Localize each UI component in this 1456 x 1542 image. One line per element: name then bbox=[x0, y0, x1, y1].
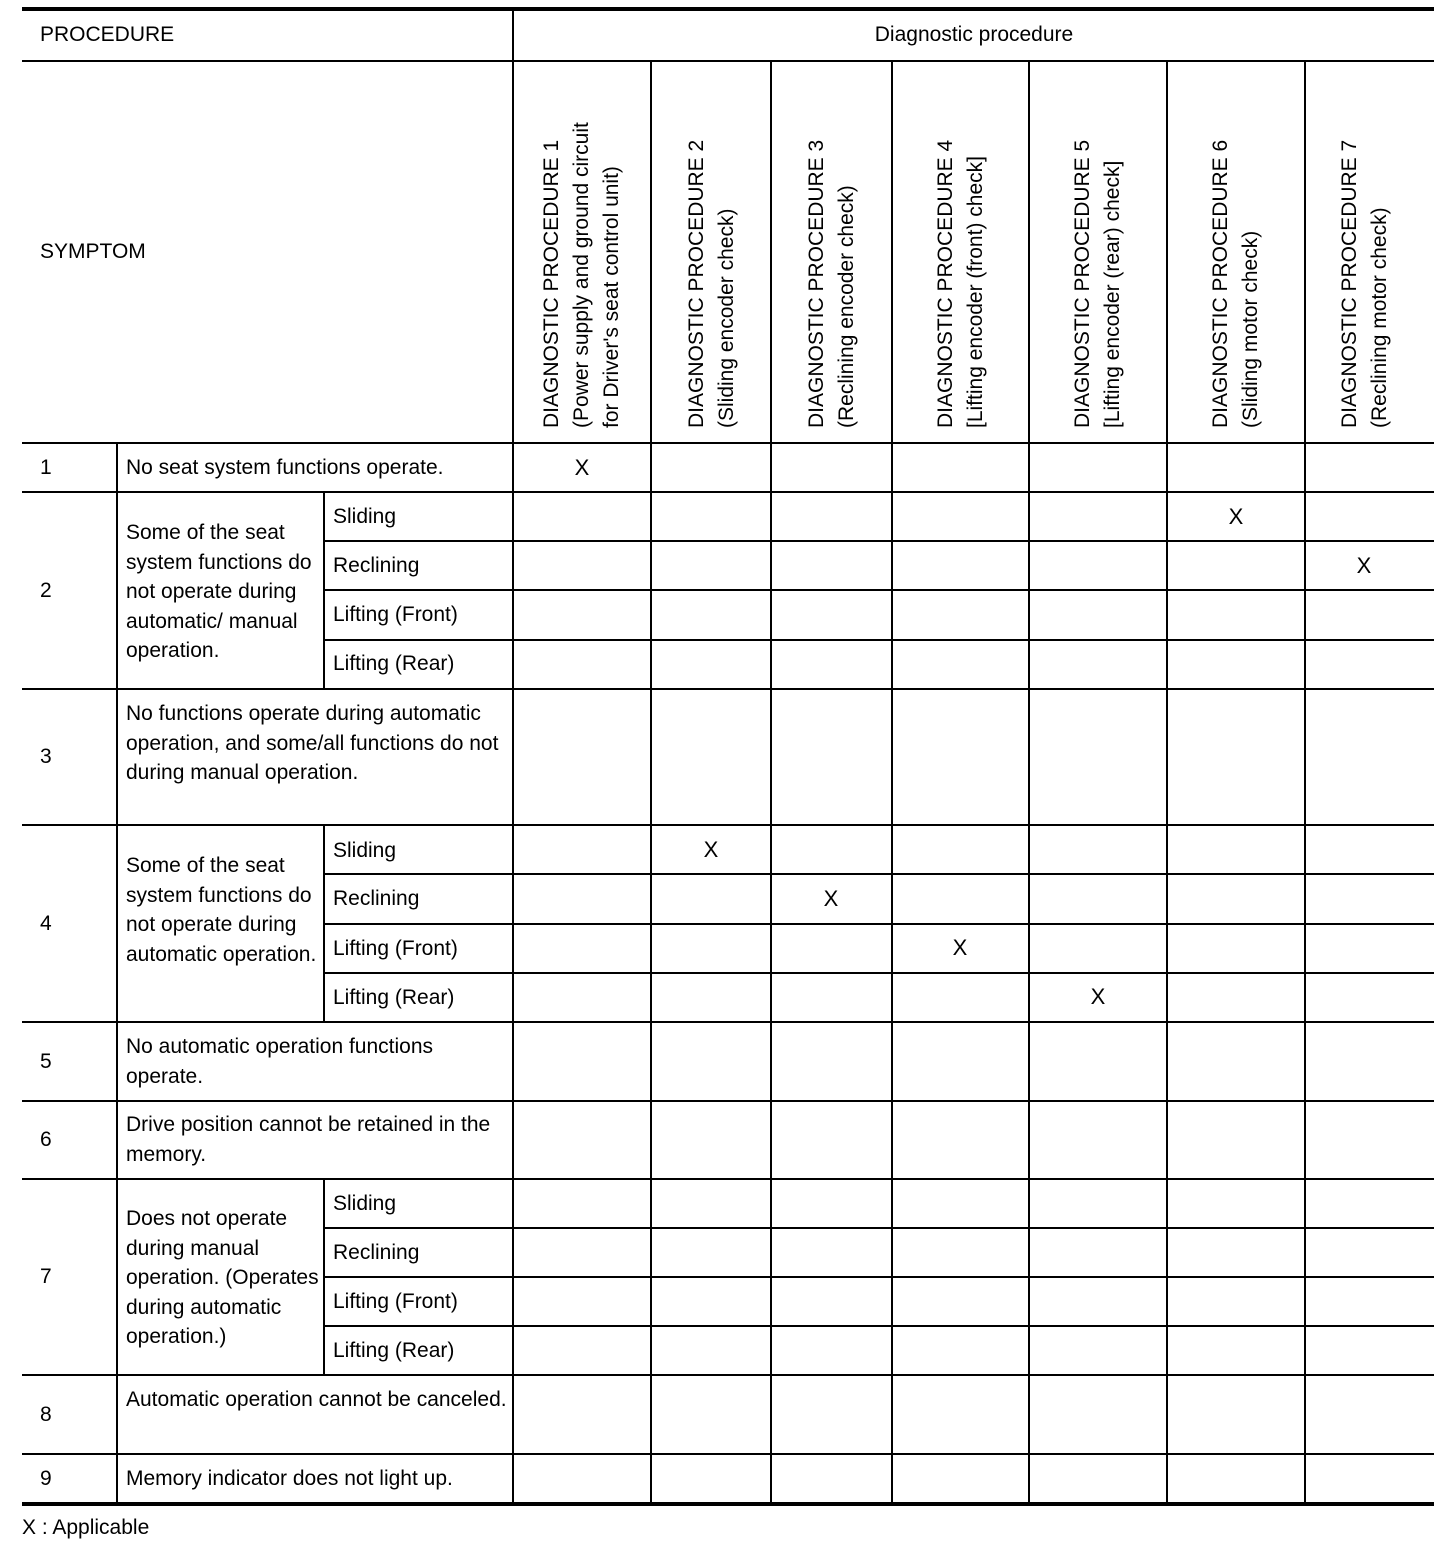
row-number: 9 bbox=[40, 1467, 52, 1490]
row-number: 8 bbox=[40, 1403, 52, 1426]
sub-symptom-lifting-rear: Lifting (Rear) bbox=[333, 652, 455, 675]
sub-symptom-lifting-front: Lifting (Front) bbox=[333, 603, 458, 626]
grid-line bbox=[1304, 61, 1306, 1504]
table-bottom-border bbox=[22, 1502, 1434, 1506]
grid-line bbox=[22, 60, 1434, 62]
grid-line bbox=[324, 1276, 1434, 1278]
symptom-text: No functions operate during automatic operation, and some/all functions do not during manual operation. bbox=[126, 702, 499, 784]
grid-line bbox=[323, 825, 325, 1022]
grid-line bbox=[22, 1021, 1434, 1023]
sub-symptom-sliding: Sliding bbox=[333, 1192, 397, 1215]
sub-symptom-lifting-rear: Lifting (Rear) bbox=[333, 1339, 455, 1362]
symptom-text: Automatic operation cannot be canceled. bbox=[126, 1388, 507, 1411]
grid-line bbox=[324, 639, 1434, 641]
grid-line bbox=[22, 688, 1434, 690]
symptom-text: Drive position cannot be retained in the memory. bbox=[126, 1113, 491, 1166]
grid-line bbox=[1166, 61, 1168, 1504]
row-number: 5 bbox=[40, 1050, 52, 1073]
grid-line bbox=[323, 492, 325, 689]
grid-line bbox=[22, 1374, 1434, 1376]
grid-line bbox=[22, 824, 1434, 826]
grid-line bbox=[22, 1453, 1434, 1455]
table-top-border bbox=[22, 7, 1434, 11]
sub-symptom-reclining: Reclining bbox=[333, 1241, 420, 1264]
row-number: 2 bbox=[40, 579, 52, 602]
grid-line bbox=[324, 923, 1434, 925]
grid-line bbox=[324, 589, 1434, 591]
grid-line bbox=[512, 9, 514, 1504]
diagnostic-procedure-header: Diagnostic procedure bbox=[874, 23, 1074, 46]
grid-line bbox=[323, 1179, 325, 1375]
diagnosis-chart-table: PROCEDURE Diagnostic procedure SYMPTOM DIAGNOSTIC PROCEDURE 1 (Power supply and ground circuit for Driver's seat control unit) DIAGNOSTIC PROCEDURE 2 (Sliding encoder check) DIAGNOSTIC PROCEDURE 3 (Reclining encoder check) DIAGNOSTIC PROCEDURE 4 [Lifting encoder (front) check] DIAGNOSTIC PROCEDURE 5 [Lifting encoder (rear) check] DIAGNOSTIC PROCEDURE 6 (Sliding motor check) DIAGNOSTIC PROCEDURE 7 (Reclining motor check) 1 2 3 4 5 6 7 8 9 No seat system functions operate. Some of the seat system functions do not operate during automatic/ manual operation. No functions operate during automatic operation, and some/all functions do not during manual operation. Some of the seat system functions do not operate during automatic operation. No automatic operation functions operate. Drive position cannot be retained in the memory. Does not operate during manual operation. (Operates during automatic operation.) Automatic operation cannot be canceled. Memory indicator does not light up. Sliding Reclining Lifting (Front) Lifting (Rear) Sliding Reclining Lifting (Front) Lifting (Rear) Sliding Reclining Lifting (Front) Lifting (Rear) X X X X X X X X : Applicable bbox=[0, 0, 1456, 1542]
symptom-text: Does not operate during manual operation. (Operates during automatic operation.) bbox=[126, 1207, 319, 1348]
legend: X : Applicable bbox=[22, 1516, 150, 1539]
row-number: 4 bbox=[40, 912, 52, 935]
grid-line bbox=[324, 972, 1434, 974]
grid-line bbox=[891, 61, 893, 1504]
grid-line bbox=[22, 1178, 1434, 1180]
sub-symptom-lifting-rear: Lifting (Rear) bbox=[333, 986, 455, 1009]
sub-symptom-reclining: Reclining bbox=[333, 887, 420, 910]
sub-symptom-lifting-front: Lifting (Front) bbox=[333, 937, 458, 960]
symptom-text: No automatic operation functions operate. bbox=[126, 1035, 434, 1088]
grid-line bbox=[116, 443, 118, 1504]
grid-line bbox=[324, 873, 1434, 875]
sub-symptom-reclining: Reclining bbox=[333, 554, 420, 577]
row-number: 7 bbox=[40, 1265, 52, 1288]
grid-line bbox=[650, 61, 652, 1504]
grid-line bbox=[324, 1227, 1434, 1229]
sub-symptom-sliding: Sliding bbox=[333, 839, 397, 862]
grid-line bbox=[324, 1325, 1434, 1327]
grid-line bbox=[770, 61, 772, 1504]
row-number: 6 bbox=[40, 1128, 52, 1151]
symptom-text: Memory indicator does not light up. bbox=[126, 1467, 453, 1490]
applicable-mark: X bbox=[1228, 504, 1244, 529]
row-number: 1 bbox=[40, 456, 52, 479]
grid-line bbox=[22, 491, 1434, 493]
row-number: 3 bbox=[40, 745, 52, 768]
applicable-mark: X bbox=[703, 837, 719, 862]
grid-line bbox=[22, 1100, 1434, 1102]
applicable-mark: X bbox=[1090, 984, 1106, 1009]
grid-line bbox=[324, 540, 1434, 542]
applicable-mark: X bbox=[574, 455, 590, 480]
grid-line bbox=[22, 442, 1434, 444]
symptom-header: SYMPTOM bbox=[40, 240, 146, 263]
applicable-mark: X bbox=[1356, 553, 1372, 578]
sub-symptom-sliding: Sliding bbox=[333, 505, 397, 528]
applicable-mark: X bbox=[823, 886, 839, 911]
sub-symptom-lifting-front: Lifting (Front) bbox=[333, 1290, 458, 1313]
symptom-text: No seat system functions operate. bbox=[126, 456, 444, 479]
applicable-mark: X bbox=[952, 935, 968, 960]
symptom-text: Some of the seat system functions do not operate during automatic/ manual operation. bbox=[126, 521, 312, 662]
grid-line bbox=[1028, 61, 1030, 1504]
procedure-header: PROCEDURE bbox=[40, 23, 175, 46]
symptom-text: Some of the seat system functions do not operate during automatic operation. bbox=[126, 854, 317, 966]
